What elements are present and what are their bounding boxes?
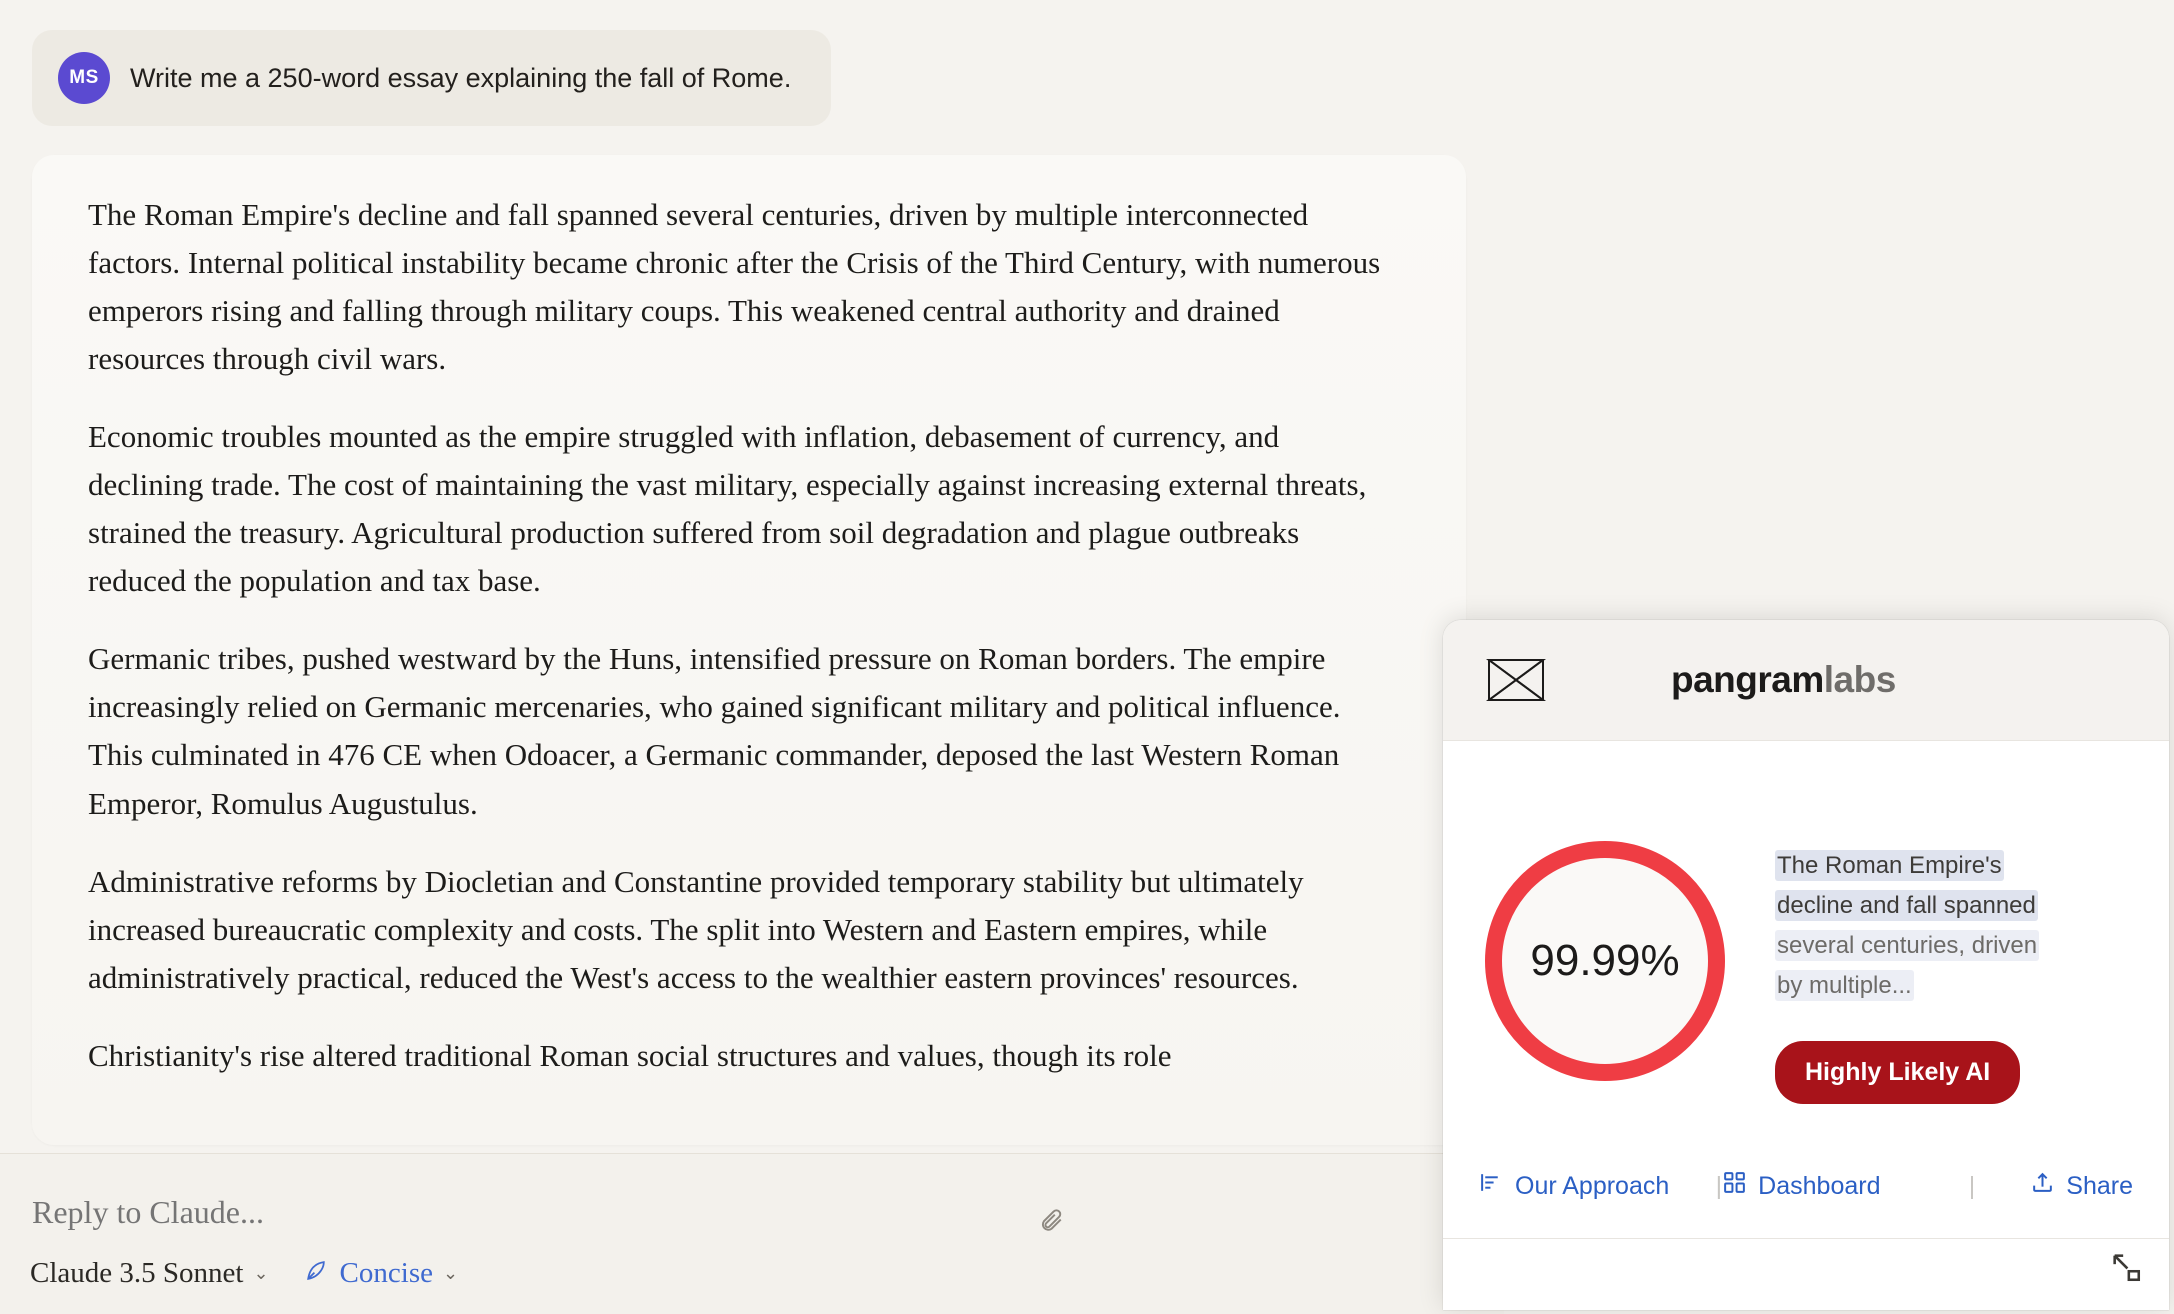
model-name-label: Claude 3.5 Sonnet [30,1257,244,1289]
model-selector[interactable] [30,1257,269,1290]
pangram-detector-panel [1443,620,2169,1310]
brand-second: labs [1823,659,1896,700]
pangram-header [1443,620,2169,741]
essay-paragraph: Administrative reforms by Diocletian and Constantine provided temporary stability but ultimately increased bureaucratic complexity and costs. The split into Western and Eastern empires, while administratively practical, reduced the West's access to the wealthier eastern provinces' resources. [88,863,1304,995]
dashboard-grid-icon [1722,1170,1747,1202]
avatar: MS [58,52,110,104]
our-approach-label: Our Approach [1515,1171,1670,1200]
detected-text-snippet [1775,846,2095,1006]
ai-score-ring [1485,841,1725,1081]
essay-paragraph: Germanic tribes, pushed westward by the Huns, intensified pressure on Roman borders. The empire increasingly relied on Germanic mercenaries, who gained significant military and political influence. This culminated in 476 CE when Odoacer, a Germanic commander, deposed the last Western Roman Emperor, Romulus Augustulus. [88,641,1341,821]
ai-score-value: 99.99% [1530,936,1680,985]
dashboard-label: Dashboard [1758,1171,1881,1200]
snippet-line [1775,926,2095,966]
style-name-label: Concise [339,1257,433,1289]
user-message-bubble [32,30,831,126]
essay-paragraph: Christianity's rise altered traditional Roman social structures and values, though its role [88,1037,1172,1073]
dashboard-link[interactable] [1722,1170,1969,1202]
paperclip-icon[interactable] [1038,1206,1064,1232]
snippet-text: by multiple... [1777,972,1912,999]
user-message-text: Write me a 250-word essay explaining the fall of Rome. [130,62,792,93]
style-selector[interactable] [303,1257,459,1290]
pangram-wordmark [1671,659,1896,701]
status-badge: Highly Likely AI [1775,1041,2020,1104]
footer-separator: | [1968,1171,1976,1200]
share-link[interactable] [1975,1170,2133,1202]
brand-first: pangram [1671,659,1824,700]
assistant-response-card [32,155,1466,1145]
chevron-down-icon: ⌄ [442,1263,459,1283]
our-approach-link[interactable] [1479,1170,1716,1202]
pangram-footer [1443,1170,2169,1202]
footer-separator: | [1715,1171,1723,1200]
snippet-line [1775,846,2095,886]
resize-handle-icon[interactable] [2109,1250,2143,1284]
essay-paragraph: Economic troubles mounted as the empire struggled with inflation, debasement of currency, and declining trade. The cost of maintaining the vast military, especially against increasing external threats, strained the treasury. Agricultural production suffered from soil degradation and plague outbreaks reduced the population and tax base. [88,419,1367,599]
snippet-line [1775,966,2095,1006]
footer-divider [1443,1238,2169,1239]
message-composer[interactable] [0,1153,1504,1314]
snippet-text: decline and fall spanned [1777,892,2036,919]
chevron-down-icon: ⌄ [253,1263,269,1283]
pangram-logo-icon [1483,652,1549,708]
share-icon [2030,1170,2055,1202]
pangram-content [1443,741,2169,1171]
composer-controls [30,1257,458,1290]
snippet-line [1775,886,2095,926]
snippet-text: The Roman Empire's [1777,852,2002,879]
snippet-text: several centuries, driven [1777,932,2038,959]
share-label: Share [2066,1171,2133,1200]
assistant-response-body [32,155,1466,1120]
quill-icon [303,1258,330,1290]
reply-input[interactable] [32,1194,992,1231]
chart-icon [1479,1170,1504,1202]
essay-paragraph: The Roman Empire's decline and fall spanned several centuries, driven by multiple interconnected factors. Internal political instability became chronic after the Crisis of the Third Century, with numerous emperors rising and falling through military coups. This weakened central authority and drained resources through civil wars. [88,197,1381,377]
